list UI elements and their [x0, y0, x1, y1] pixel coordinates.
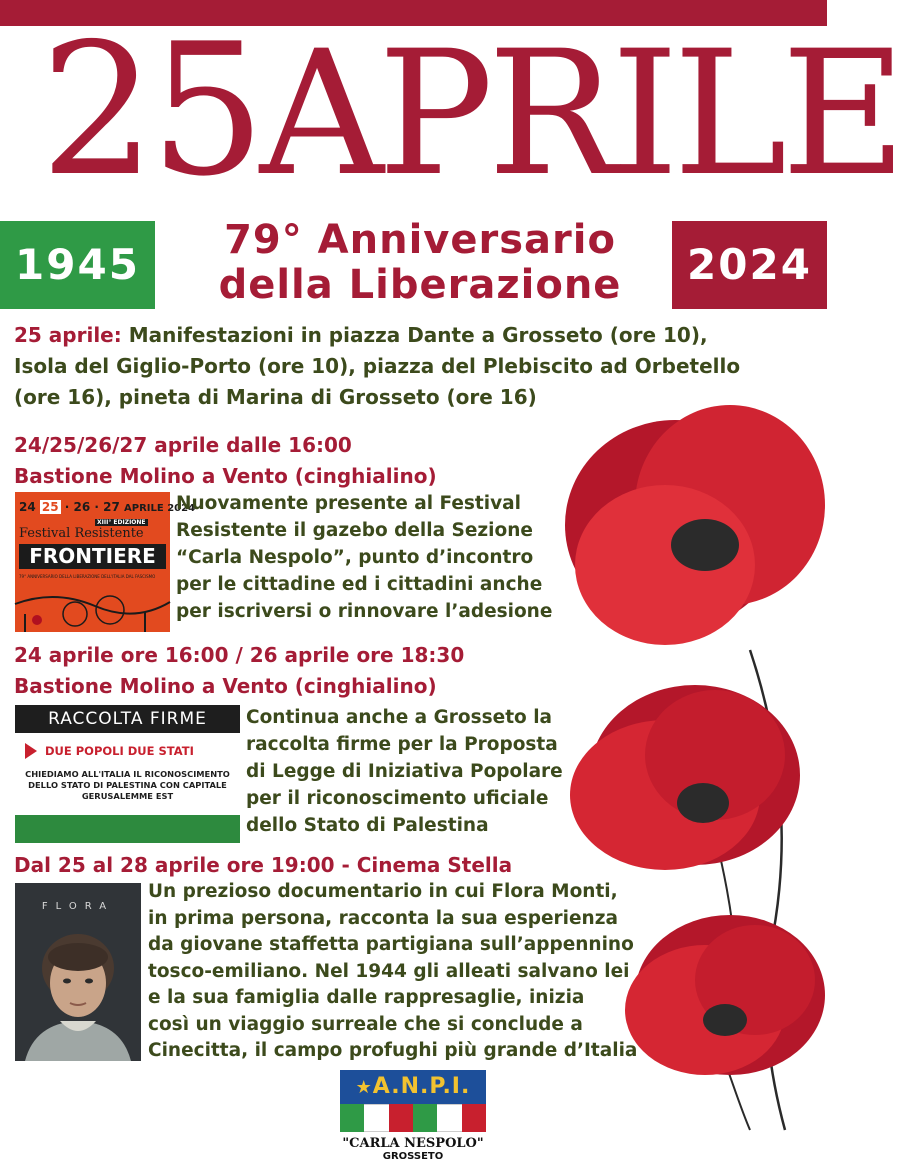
- palestine-flag-triangle-icon: [25, 743, 37, 759]
- festival-poster-name: Festival Resistente: [19, 526, 144, 541]
- festival-poster-edition: XIII° EDIZIONE: [97, 519, 146, 526]
- petition-banner-text-2: DELLO STATO DI PALESTINA CON CAPITALE: [28, 780, 227, 790]
- section3-body-line-2: raccolta firme per la Proposta: [246, 734, 558, 755]
- flora-film-poster-image: [15, 883, 141, 1061]
- section2-heading-line-1: 24/25/26/27 aprile dalle 16:00: [14, 433, 352, 457]
- section4-body-line-6: così un viaggio surreale che si conclude a: [148, 1013, 583, 1035]
- section2-heading-line-2: Bastione Molino a Vento (cinghialino): [14, 464, 437, 488]
- petition-banner-image: [15, 705, 240, 843]
- festival-poster-month: APRILE 2024: [124, 503, 196, 514]
- petition-banner-slogan: DUE POPOLI DUE STATI: [45, 744, 194, 758]
- section2-body-line-5: per iscriversi o rinnovare l’adesione: [176, 601, 553, 622]
- petition-banner-title: RACCOLTA FIRME: [15, 705, 240, 733]
- section3-body-line-4: per il riconoscimento uficiale: [246, 788, 549, 809]
- section1-line-2: Isola del Giglio-Porto (ore 10), piazza del Plebiscito ad Orbetello: [14, 354, 741, 378]
- barbed-wire-illustration: [15, 584, 170, 632]
- section3-body-line-5: dello Stato di Palestina: [246, 815, 489, 836]
- anpi-section-name: "CARLA NESPOLO": [342, 1136, 484, 1151]
- section2-body-line-4: per le cittadine ed i cittadini anche: [176, 574, 543, 595]
- festival-poster-date-a: 24: [19, 500, 36, 514]
- section4-heading: Dal 25 al 28 aprile ore 19:00 - Cinema Stella: [14, 853, 513, 877]
- petition-banner-green-stripe: [15, 815, 240, 843]
- section4-body-line-4: tosco-emiliano. Nel 1944 gli alleati salvano lei: [148, 960, 630, 982]
- anpi-logo-text: A.N.P.I.: [372, 1074, 471, 1099]
- section4-body-line-1: Un prezioso documentario in cui Flora Monti,: [148, 881, 618, 902]
- year-badge-1945: 1945: [0, 221, 155, 309]
- anpi-city: GROSSETO: [382, 1151, 444, 1162]
- anniversary-line-1: 79° Anniversario: [224, 217, 616, 263]
- year-badge-2024: 2024: [672, 221, 827, 309]
- section1-date-label: 25 aprile:: [14, 323, 122, 347]
- section2-body: [176, 490, 556, 625]
- italian-flag-stripes: [340, 1104, 486, 1132]
- section1-line-3: (ore 16), pineta di Marina di Grosseto (ore 16): [14, 385, 537, 409]
- section3-body-line-3: di Legge di Iniziativa Popolare: [246, 761, 563, 782]
- section2-body-line-3: “Carla Nespolo”, punto d’incontro: [176, 547, 534, 568]
- section3-heading: [14, 640, 574, 702]
- title-number: 25: [40, 4, 260, 216]
- section3-body-line-1: Continua anche a Grosseto la: [246, 707, 553, 728]
- section3-heading-line-2: Bastione Molino a Vento (cinghialino): [14, 674, 437, 698]
- festival-poster-image: [15, 492, 196, 632]
- page-title: [40, 4, 901, 216]
- section3-body: [246, 704, 566, 839]
- section3-heading-line-1: 24 aprile ore 16:00 / 26 aprile ore 18:30: [14, 643, 465, 667]
- anpi-logo: [340, 1070, 486, 1162]
- festival-poster-date-c: · 26 · 27: [64, 500, 120, 514]
- section2-heading: [14, 430, 574, 492]
- anniversary-heading: [175, 218, 665, 308]
- section4-body-line-5: e la sua famiglia dalle rappresaglie, inizia: [148, 987, 585, 1008]
- girl-portrait-illustration: [15, 923, 141, 1061]
- flora-poster-title: FLORA: [41, 901, 115, 912]
- section-25-aprile: [14, 320, 814, 413]
- petition-banner-text-1: CHIEDIAMO ALL'ITALIA IL RICONOSCIMENTO: [25, 769, 230, 779]
- section2-body-line-2: Resistente il gazebo della Sezione: [176, 520, 533, 541]
- section4-body-line-3: da giovane staffetta partigiana sull’appennino: [148, 934, 634, 955]
- title-word: APRILE: [259, 13, 901, 214]
- festival-poster-date-b: 25: [41, 500, 59, 514]
- section4-body-line-2: in prima persona, racconta la sua esperienza: [148, 907, 618, 929]
- star-icon: ★: [355, 1077, 373, 1098]
- petition-banner-text-3: GERUSALEMME EST: [81, 791, 174, 801]
- festival-poster-theme: FRONTIERE: [19, 544, 166, 569]
- section1-line-1: Manifestazioni in piazza Dante a Grosseto (ore 10),: [128, 323, 708, 347]
- section4-body: [148, 879, 668, 1065]
- section2-body-line-1: Nuovamente presente al Festival: [176, 493, 521, 514]
- section4-body-line-7: Cinecitta, il campo profughi più grande d’Italia: [148, 1040, 638, 1061]
- festival-poster-subtitle: 79° ANNIVERSARIO DELLA LIBERAZIONE DELL'ITALIA DAL FASCISMO: [19, 574, 156, 579]
- anniversary-line-2: della Liberazione: [218, 262, 622, 308]
